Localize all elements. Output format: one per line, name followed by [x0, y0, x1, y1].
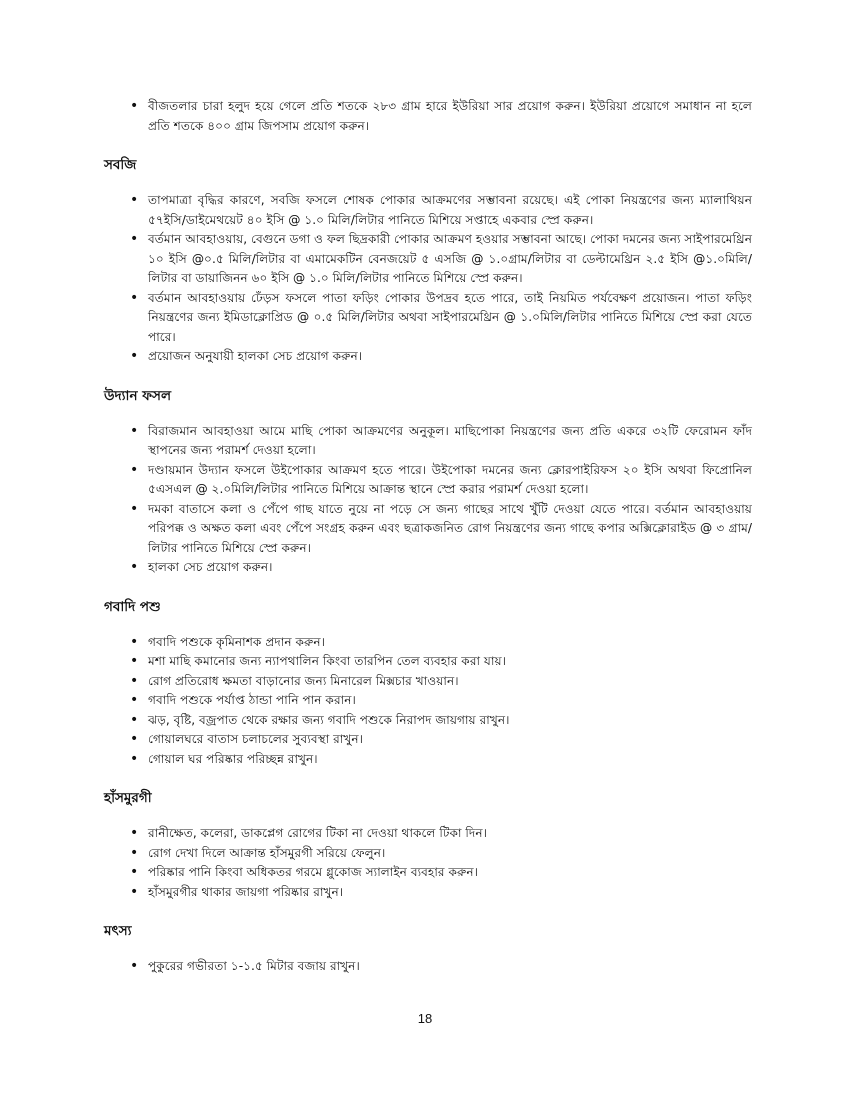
section-bullet-list: [104, 957, 752, 977]
list-item: [104, 633, 752, 653]
bullet-icon: •: [130, 844, 139, 861]
list-item: [104, 558, 752, 578]
list-item: [104, 289, 752, 348]
list-item: [104, 97, 752, 136]
sections-container: [104, 136, 752, 977]
list-item: [104, 957, 752, 977]
bullet-icon: •: [130, 231, 139, 247]
bullet-icon: •: [130, 692, 139, 708]
list-item-text: দমকা বাতাসে কলা ও পেঁপে গাছ যাতে নুয়ে না পড়ে সে জন্য গাছের সাথে খুঁটি দেওয়া যেতে পারে। বর্তমান আবহাওয়ায় পরিপক্ক ও অক্ষত কলা এবং পেঁপে সংগ্রহ করুন এবং ছত্রাকজনিত রোগ নিয়ন্ত্রণের জন্য গাছে কপার অক্সিক্লোরাইড @ ৩ গ্রাম/ লিটার পানিতে মিশিয়ে স্প্রে করুন।: [148, 501, 752, 555]
list-item-text: হাঁসমুরগীর থাকার জায়গা পরিষ্কার রাখুন।: [148, 884, 344, 899]
list-item: [104, 347, 752, 367]
list-item-text: বিরাজমান আবহাওয়া আমে মাছি পোকা আক্রমণের অনুকূল। মাছিপোকা নিয়ন্ত্রণের জন্য প্রতি একরে ৩২টি ফেরোমন ফাঁদ স্থাপনের জন্য পরামর্শ দেওয়া হলো।: [148, 423, 752, 457]
bullet-icon: •: [130, 711, 139, 728]
list-item-text: গোয়াল ঘর পরিষ্কার পরিচ্ছন্ন রাখুন।: [148, 751, 318, 766]
list-item-text: রোগ দেখা দিলে আক্রান্ত হাঁসমুরগী সরিয়ে ফেলুন।: [148, 845, 386, 860]
bullet-icon: •: [130, 825, 139, 841]
list-item-text: মশা মাছি কমানোর জন্য ন্যাপথালিন কিংবা তারপিন তেল ব্যবহার করা যায়।: [148, 654, 507, 668]
list-item: [104, 672, 752, 692]
bullet-icon: •: [130, 422, 139, 439]
list-item: [104, 863, 752, 883]
list-item-text: বর্তমান আবহাওয়ায় ঢেঁড়স ফসলে পাতা ফড়িং পোকার উপদ্রব হতে পারে, তাই নিয়মিত পর্যবেক্ষণ প্রয়োজন। পাতা ফড়িং নিয়ন্ত্রণের জন্য ইমিডাক্লোপ্রিড @ ০.৫ মিলি/লিটার অথবা সাইপারমেথ্রিন @ ১.০মিলি/লিটার পানিতে মিশিয়ে স্প্রে করা যেতে পারে।: [148, 290, 752, 344]
section-heading: সবজি: [104, 157, 137, 173]
bullet-icon: •: [130, 289, 139, 306]
bullet-icon: •: [130, 559, 139, 575]
bullet-icon: •: [130, 461, 139, 478]
list-item: [104, 191, 752, 230]
bullet-icon: •: [130, 348, 139, 364]
list-item: [104, 824, 752, 844]
list-item: [104, 750, 752, 770]
intro-bullet-list: [104, 97, 752, 136]
bullet-icon: •: [130, 672, 139, 689]
list-item: [104, 500, 752, 559]
list-item-text: ঝড়, বৃষ্টি, বজ্রপাত থেকে রক্ষার জন্য গবাদি পশুকে নিরাপদ জায়গায় রাখুন।: [148, 712, 510, 727]
list-item: [104, 711, 752, 731]
bullet-icon: •: [130, 633, 139, 650]
list-item-text: বীজতলার চারা হলুদ হয়ে গেলে প্রতি শতকে ২৮৩ গ্রাম হারে ইউরিয়া সার প্রয়োগ করুন। ইউরিয়া প্রয়োগে সমাধান না হলে প্রতি শতকে ৪০০ গ্রাম জিপসাম প্রয়োগ করুন।: [148, 99, 752, 133]
list-item: [104, 691, 752, 711]
list-item-text: দণ্ডায়মান উদ্যান ফসলে উইপোকার আক্রমণ হতে পারে। উইপোকা দমনের জন্য ক্লোরপাইরিফস ২০ ইসি অথবা ফিপ্রোনিল ৫এসএল @ ২.০মিলি/লিটার পানিতে মিশিয়ে আক্রান্ত স্থানে স্প্রে করার পরামর্শ দেওয়া হলো।: [148, 462, 752, 496]
bullet-icon: •: [130, 864, 139, 880]
list-item: [104, 730, 752, 750]
list-item: [104, 461, 752, 500]
section-heading: গবাদি পশু: [104, 598, 161, 615]
bullet-icon: •: [130, 750, 139, 767]
section-heading: মৎস্য: [104, 923, 132, 939]
section-bullet-list: [104, 824, 752, 902]
bullet-icon: •: [130, 98, 139, 114]
bullet-icon: •: [130, 883, 139, 900]
list-item-text: পুকুরের গভীরতা ১-১.৫ মিটার বজায় রাখুন।: [148, 959, 360, 973]
bullet-icon: •: [130, 653, 139, 669]
bullet-icon: •: [130, 192, 139, 208]
bullet-icon: •: [130, 500, 139, 517]
list-item-text: তাপমাত্রা বৃদ্ধির কারণে, সবজি ফসলে শোষক পোকার আক্রমণের সম্ভাবনা রয়েছে। এই পোকা নিয়ন্ত্রণের জন্য ম্যালাথিয়ন ৫৭ইসি/ডাইমেথয়েট ৪০ ইসি @ ১.০ মিলি/লিটার পানিতে মিশিয়ে সপ্তাহে একবার স্প্রে করুন।: [148, 193, 752, 227]
list-item: [104, 422, 752, 461]
list-item-text: গোয়ালঘরে বাতাস চলাচলের সুব্যবস্থা রাখুন।: [148, 732, 364, 746]
list-item: [104, 652, 752, 672]
section-bullet-list: [104, 422, 752, 578]
page-number: 18: [417, 1011, 433, 1026]
bullet-icon: •: [130, 731, 139, 747]
list-item: [104, 230, 752, 289]
section-heading: হাঁসমুরগী: [104, 790, 152, 806]
list-item: [104, 844, 752, 864]
section-bullet-list: [104, 191, 752, 367]
list-item-text: গবাদি পশুকে পর্যাপ্ত ঠান্ডা পানি পান করান।: [148, 693, 356, 707]
bullet-icon: •: [130, 958, 139, 974]
section-heading: উদ্যান ফসল: [104, 387, 172, 404]
list-item-text: গবাদি পশুকে কৃমিনাশক প্রদান করুন।: [148, 634, 326, 649]
list-item-text: প্রয়োজন অনুযায়ী হালকা সেচ প্রয়োগ করুন।: [148, 349, 363, 363]
page-content: [104, 97, 752, 977]
list-item-text: পরিষ্কার পানি কিংবা অধিকতর গরমে গ্লুকোজ স্যালাইন ব্যবহার করুন।: [148, 865, 478, 879]
list-item-text: রানীক্ষেত, কলেরা, ডাকপ্লেগ রোগের টিকা না দেওয়া থাকলে টিকা দিন।: [148, 826, 487, 840]
list-item: [104, 883, 752, 903]
section-bullet-list: [104, 633, 752, 770]
list-item-text: রোগ প্রতিরোধ ক্ষমতা বাড়ানোর জন্য মিনারেল মিক্সচার খাওয়ান।: [148, 673, 459, 688]
list-item-text: হালকা সেচ প্রয়োগ করুন।: [148, 560, 273, 574]
list-item-text: বর্তমান আবহাওয়ায়, বেগুনে ডগা ও ফল ছিদ্রকারী পোকার আক্রমণ হওয়ার সম্ভাবনা আছে। পোকা দমনের জন্য সাইপারমেথ্রিন ১০ ইসি @০.৫ মিলি/লিটার বা এমামেকটিন বেনজয়েট ৫ এসজি @ ১.০গ্রাম/লিটার বা ডেল্টামেথ্রিন ২.৫ ইসি @১.০মিলি/লিটার বা ডায়াজিনন ৬০ ইসি @ ১.০ মিলি/লিটার পানিতে মিশিয়ে স্প্রে করুন।: [148, 232, 752, 285]
